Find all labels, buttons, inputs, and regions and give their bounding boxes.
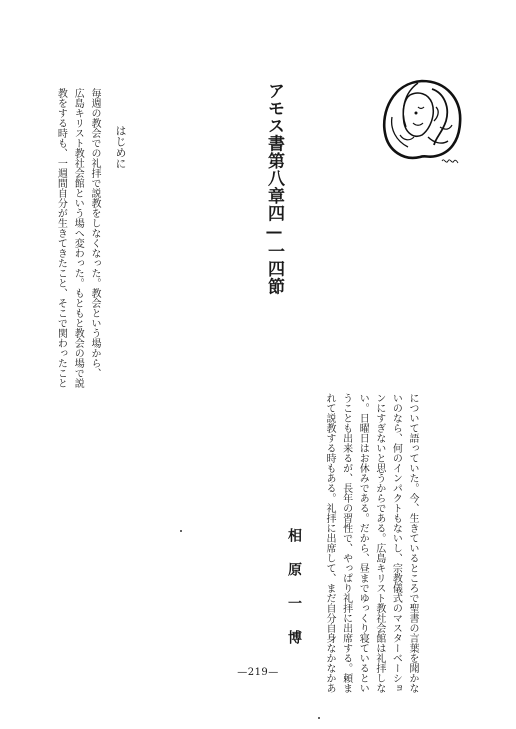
body-line: うことも出来るが、長年の習性で、やっぱり礼拝に出席する。頼ま [340,393,352,693]
body-line: い。日曜日はお休みである。だから、昼までゆっくり寝ているとい [357,393,369,693]
article-title: アモス書第八章四—一四節 [264,82,284,295]
body-line: いのなら、何のインパクトもないし、宗教儀式のマスターベーショ [390,393,402,693]
body-line: れて説教する時もある。礼拝に出席して、まだ自分自身なかなかあ [324,393,336,693]
section-heading: はじめに [114,125,127,169]
body-text-block-1 [32,88,102,388]
print-speck [180,530,182,532]
body-line: 教をする時も、一週間自分が生きてきたこと、そこで関わったこと [55,88,67,388]
face-illustration [380,77,464,175]
body-line: 毎週の教会での礼拝で説教をしなくなった。教会という場から、 [89,88,100,378]
body-line: 広島キリスト教社会館という場へ変わった。もともと教会の場で説 [72,88,84,388]
body-line: について語っていた。今、生きているところで聖書の言葉を聞かな [407,393,418,693]
print-speck [318,717,320,719]
body-line: ンにすぎないと思うからである。広島キリスト教社会館は礼拝しな [373,393,385,693]
body-text-block-2 [324,393,420,693]
page-number: —219— [237,667,279,678]
author-name: 相原一博 [286,528,302,664]
